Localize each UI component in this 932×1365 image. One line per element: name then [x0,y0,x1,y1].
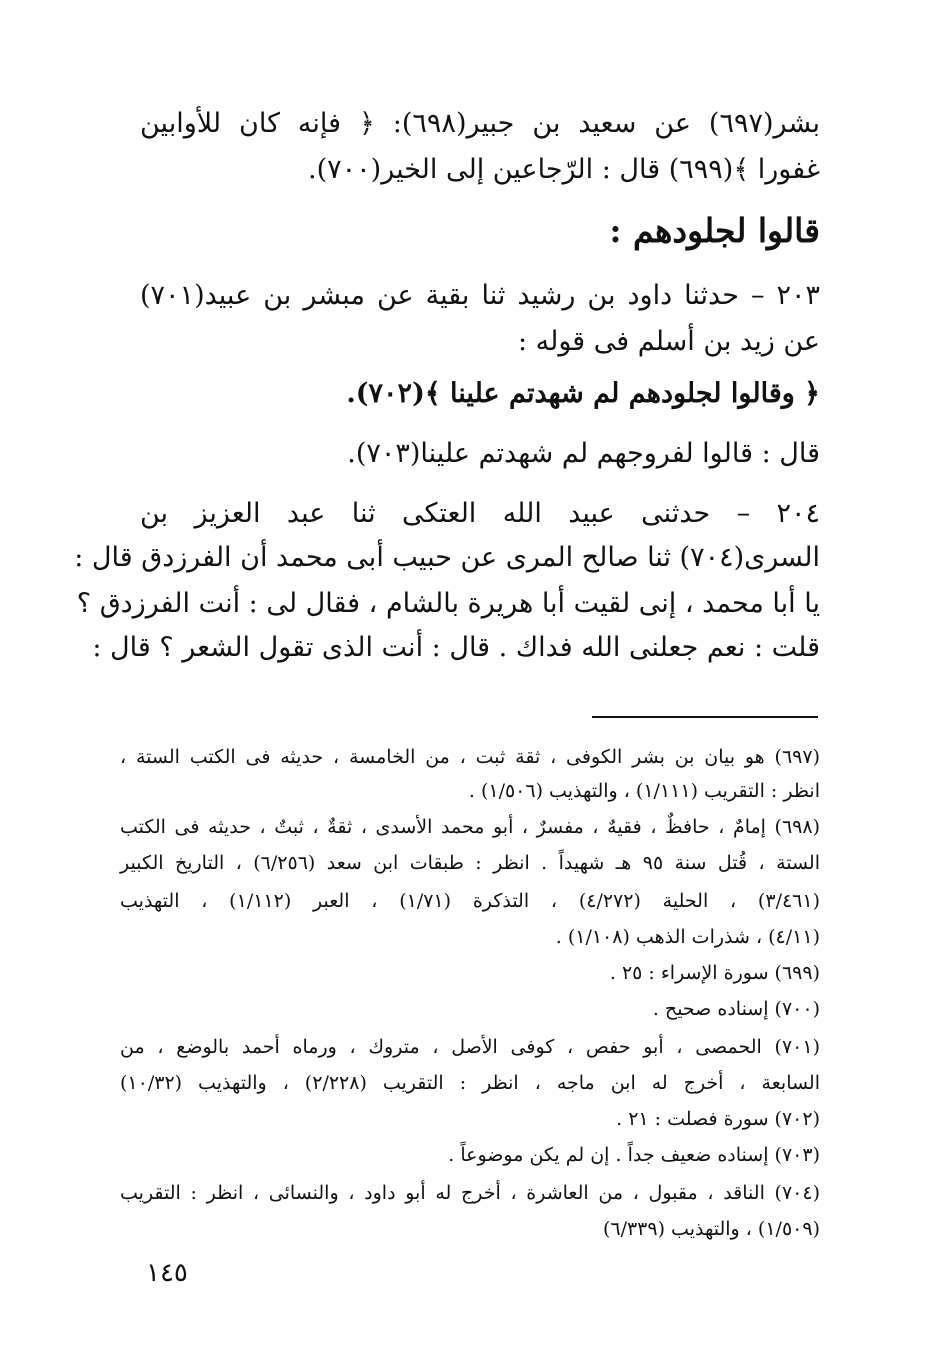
footnote-line-2: انظر : التقريب (١/١١١) ، والتهذيب (١/٥٠٦) . [468,780,820,802]
footnote-line-8: (٧٠٠) إسناده صحيح . [652,998,820,1020]
footnote-line-4: الستة ، قُتل سنة ٩٥ هـ شهيداً . انظر : طبقات ابن سعد (٦/٢٥٦) ، التاريخ الكبير [120,852,821,874]
footnote-divider [592,716,818,718]
footnote-line-13: (٧٠٤) الناقد ، مقبول ، من العاشرة ، أخرج له أبو داود ، والنسائى ، انظر : التقريب [120,1182,820,1204]
body-line-6: قال : قالوا لفروجهم لم شهدتم علينا(٧٠٣). [347,438,820,469]
footnote-line-14: (١/٥٠٩) ، والتهذيب (٦/٣٣٩) [602,1218,820,1240]
page-number: ١٤٥ [146,1258,188,1288]
footnote-line-10: السابعة ، أخرج له ابن ماجه ، انظر : التقريب (٢/٢٢٨) ، والتهذيب (١٠/٣٢) [120,1072,821,1094]
footnote-line-6: (٤/١١) ، شذرات الذهب (١/١٠٨) . [555,926,820,948]
section-heading: قالوا لجلودهم : [609,211,820,250]
footnote-line-5: (٣/٤٦١) ، الحلية (٤/٢٧٢) ، التذكرة (١/٧١) ، العبر (١/١١٢) ، التهذيب [120,890,821,912]
body-line-9: يا أبا محمد ، إنى لقيت أبا هريرة بالشام ، فقال لى : أنت الفرزدق ؟ [76,588,820,619]
body-line-10: قلت : نعم جعلنى الله فداك . قال : أنت الذى تقول الشعر ؟ قال : [92,632,820,663]
footnote-line-1: (٦٩٧) هو بيان بن بشر الكوفى ، ثقة ثبت ، من الخامسة ، حديثه فى الكتب الستة ، [120,746,820,768]
body-line-1: بشر(٦٩٧) عن سعيد بن جبير(٦٩٨): ﴿ فإنه كان للأوابين [140,108,820,139]
body-line-7: ٢٠٤ – حدثنى عبيد الله العتكى ثنا عبد العزيز بن [140,498,820,529]
quran-verse-line: ﴿ وقالوا لجلودهم لم شهدتم علينا ﴾(٧٠٢). [346,378,820,409]
footnote-line-12: (٧٠٣) إسناده ضعيف جداً . إن لم يكن موضوعاً . [448,1144,820,1166]
footnote-line-3: (٦٩٨) إمامٌ ، حافظٌ ، فقيهٌ ، مفسرٌ ، أبو محمد الأسدى ، ثقةٌ ، ثبتٌ ، حديثه فى الكتب [120,816,820,838]
footnote-line-9: (٧٠١) الحمصى ، أبو حفص ، كوفى الأصل ، متروك ، ورماه أحمد بالوضع ، من [120,1036,820,1058]
body-line-4: عن زيد بن أسلم فى قوله : [517,326,820,357]
body-line-2: غفورا ﴾(٦٩٩) قال : الرّجاعين إلى الخير(٧٠٠). [308,154,820,185]
footnote-line-11: (٧٠٢) سورة فصلت : ٢١ . [616,1108,820,1130]
body-line-8: السرى(٧٠٤) ثنا صالح المرى عن حبيب أبى محمد أن الفرزدق قال : [74,542,820,573]
body-line-3: ٢٠٣ – حدثنا داود بن رشيد ثنا بقية عن مبشر بن عبيد(٧٠١) [140,280,820,311]
footnote-line-7: (٦٩٩) سورة الإسراء : ٢٥ . [609,962,820,984]
